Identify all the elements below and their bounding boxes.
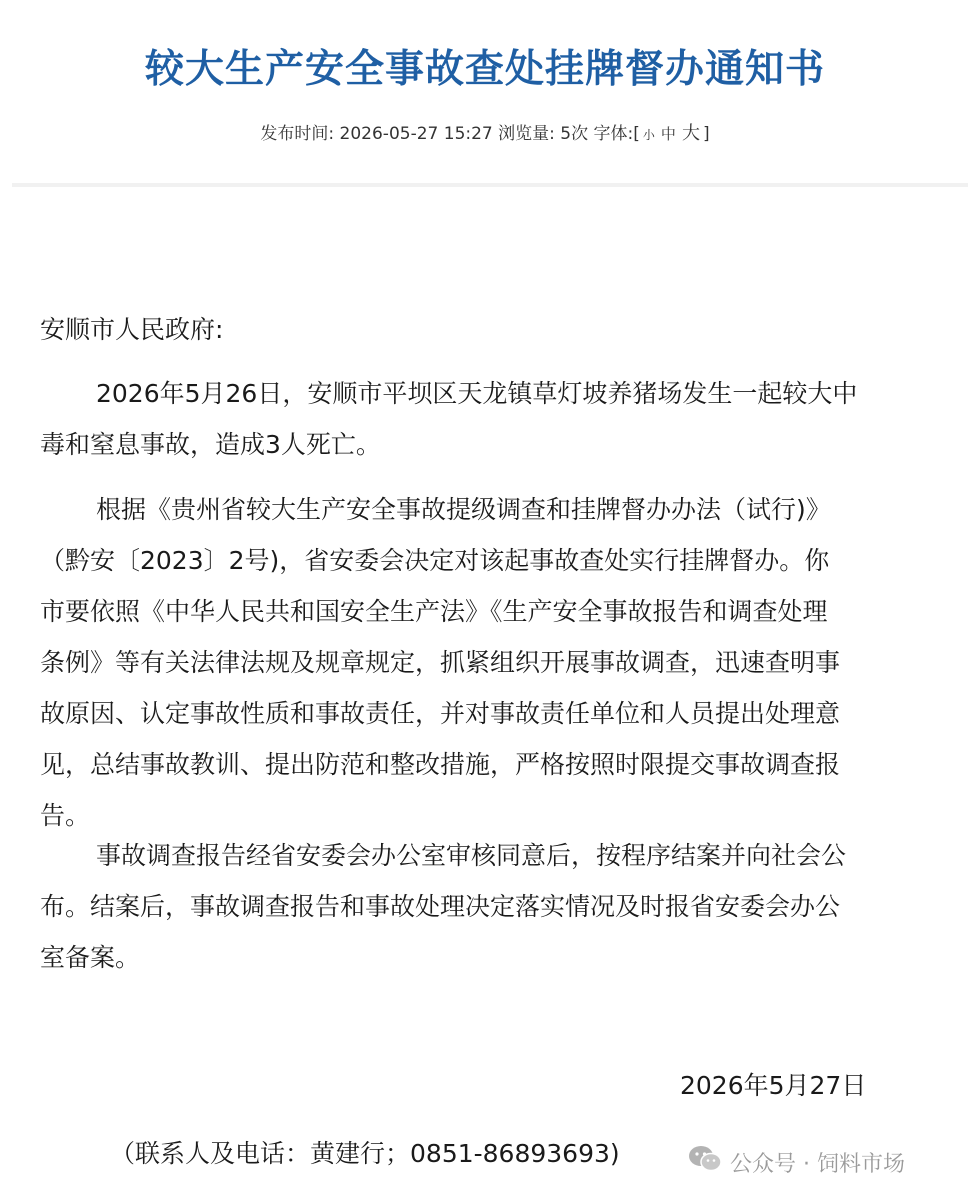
paragraph-line: 布。结案后，事故调查报告和事故处理决定落实情况及时报省安委会办公 <box>40 892 841 921</box>
page-title: 较大生产安全事故查处挂牌督办通知书 <box>144 47 825 92</box>
watermark-text: 公众号 · 饲料市场 <box>730 1151 905 1177</box>
paragraph-line: 事故调查报告经省安委会办公室审核同意后，按程序结案并向社会公 <box>96 841 847 870</box>
contact-info: （联系人及电话：黄建行；0851-86893693) <box>110 1139 620 1168</box>
publish-label: 发布时间: <box>260 124 335 144</box>
paragraph-line: 根据《贵州省较大生产安全事故提级调查和挂牌督办办法（试行)》 <box>96 495 831 524</box>
salutation: 安顺市人民政府: <box>40 315 224 344</box>
wechat-icon <box>688 1145 730 1179</box>
paragraph-line: 告。 <box>40 801 91 830</box>
font-size-small-button[interactable]: 小 <box>642 128 655 142</box>
paragraph-line: 市要依照《中华人民共和国安全生产法》《生产安全事故报告和调查处理 <box>40 597 828 626</box>
paragraph-incident <box>40 368 930 470</box>
article-meta <box>0 119 970 145</box>
header-divider <box>12 183 968 187</box>
paragraph-line: 故原因、认定事故性质和事故责任，并对事故责任单位和人员提出处理意 <box>40 699 841 728</box>
issue-date: 2026年5月27日 <box>680 1071 867 1100</box>
paragraph-line: 毒和窒息事故，造成3人死亡。 <box>40 430 381 459</box>
views-value: 5次 <box>560 124 589 144</box>
paragraph-line: 室备案。 <box>40 943 141 972</box>
paragraph-closing <box>40 830 930 983</box>
paragraph-line: （黔安〔2023〕2号)，省安委会决定对该起事故查处实行挂牌督办。你 <box>40 546 830 575</box>
font-size-close-bracket: ] <box>702 124 710 144</box>
views-label: 浏览量: <box>498 124 555 144</box>
font-size-medium-button[interactable]: 中 <box>660 125 676 143</box>
paragraph-line: 条例》等有关法律法规及规章规定，抓紧组织开展事故调查，迅速查明事 <box>40 648 841 677</box>
paragraph-requirements <box>40 484 930 841</box>
font-size-large-button[interactable]: 大 <box>681 123 700 144</box>
font-size-label: 字体:[ <box>593 124 640 144</box>
paragraph-line: 2026年5月26日，安顺市平坝区天龙镇草灯坡养猪场发生一起较大中 <box>96 379 858 408</box>
paragraph-line: 见，总结事故教训、提出防范和整改措施，严格按照时限提交事故调查报 <box>40 750 841 779</box>
publish-time: 2026-05-27 15:27 <box>339 124 493 144</box>
watermark <box>688 1144 905 1180</box>
